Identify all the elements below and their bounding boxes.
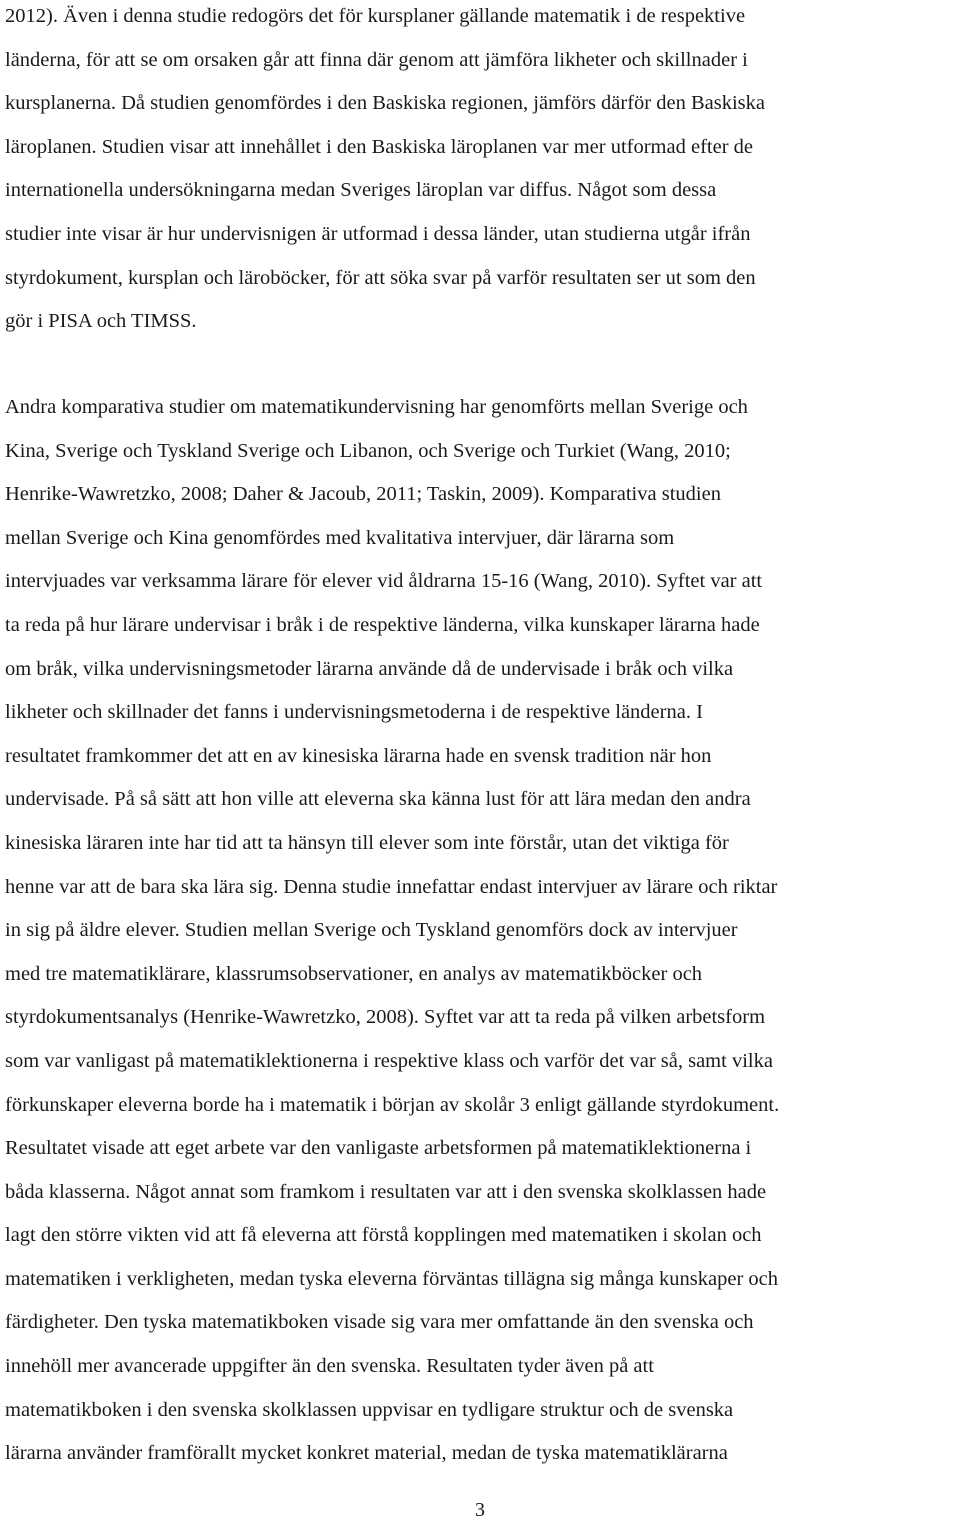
text-line: om bråk, vilka undervisningsmetoder lärarna använde då de undervisade i bråk och vilka xyxy=(5,657,734,680)
page-number: 3 xyxy=(475,1499,485,1521)
text-line: internationella undersökningarna medan Sveriges läroplan var diffus. Något som dessa xyxy=(5,179,717,202)
text-line: Henrike-Wawretzko, 2008; Daher & Jacoub, 2011; Taskin, 2009). Komparativa studien xyxy=(5,483,721,506)
text-line: in sig på äldre elever. Studien mellan Sverige och Tyskland genomförs dock av intervjuer xyxy=(5,919,738,942)
text-line: innehöll mer avancerade uppgifter än den svenska. Resultaten tyder även på att xyxy=(5,1355,654,1378)
text-line: Resultatet visade att eget arbete var den vanligaste arbetsformen på matematiklektionerna i xyxy=(5,1137,752,1160)
text-line: intervjuades var verksamma lärare för elever vid åldrarna 15-16 (Wang, 2010). Syftet var att xyxy=(5,570,763,593)
text-line: lagt den större vikten vid att få eleverna att förstå kopplingen med matematiken i skolan och xyxy=(5,1224,762,1247)
text-line: styrdokument, kursplan och läroböcker, för att söka svar på varför resultaten ser ut som den xyxy=(5,266,756,289)
text-line: styrdokumentsanalys (Henrike-Wawretzko, 2008). Syftet var att ta reda på vilken arbetsform xyxy=(5,1006,766,1029)
text-line: som var vanligast på matematiklektionerna i respektive klass och varför det var så, samt vilka xyxy=(5,1049,773,1072)
text-line: studier inte visar är hur undervisnigen är utformad i dessa länder, utan studierna utgår ifrån xyxy=(5,222,751,245)
text-line: med tre matematiklärare, klassrumsobservationer, en analys av matematikböcker och xyxy=(5,962,703,985)
text-line: henne var att de bara ska lära sig. Denna studie innefattar endast intervjuer av lärare och riktar xyxy=(5,875,778,898)
text-line: lärarna använder framförallt mycket konkret material, medan de tyska matematiklärarna xyxy=(5,1442,728,1465)
text-line: matematikboken i den svenska skolklassen uppvisar en tydligare struktur och de svenska xyxy=(5,1398,734,1421)
text-line: båda klasserna. Något annat som framkom i resultaten var att i den svenska skolklassen hade xyxy=(5,1180,767,1203)
text-line: resultatet framkommer det att en av kinesiska lärarna hade en svensk tradition när hon xyxy=(5,744,712,767)
text-line: matematiken i verkligheten, medan tyska eleverna förväntas tillägna sig många kunskaper och xyxy=(5,1267,779,1290)
text-line: mellan Sverige och Kina genomfördes med kvalitativa intervjuer, där lärarna som xyxy=(5,526,675,549)
text-line: läroplanen. Studien visar att innehållet i den Baskiska läroplanen var mer utformad efter de xyxy=(5,135,753,158)
text-line: 2012). Även i denna studie redogörs det för kursplaner gällande matematik i de respektive xyxy=(5,5,746,27)
text-line: gör i PISA och TIMSS. xyxy=(5,310,197,333)
text-line: likheter och skillnader det fanns i undervisningsmetoderna i de respektive länderna. I xyxy=(5,701,703,724)
text-line: Kina, Sverige och Tyskland Sverige och Libanon, och Sverige och Turkiet (Wang, 2010; xyxy=(5,439,731,462)
text-line: länderna, för att se om orsaken går att finna där genom att jämföra likheter och skillnader i xyxy=(5,48,748,71)
text-line: undervisade. På så sätt att hon ville att eleverna ska känna lust för att lära medan den andra xyxy=(5,788,751,811)
text-line: förkunskaper eleverna borde ha i matematik i början av skolår 3 enligt gällande styrdokument. xyxy=(5,1093,780,1116)
text-line: färdigheter. Den tyska matematikboken visade sig vara mer omfattande än den svenska och xyxy=(5,1311,754,1334)
paragraph-2 xyxy=(5,386,779,1476)
text-line: kursplanerna. Då studien genomfördes i den Baskiska regionen, jämförs därför den Baskiska xyxy=(5,92,766,115)
paragraph-1 xyxy=(5,0,765,344)
text-line: kinesiska läraren inte har tid att ta hänsyn till elever som inte förstår, utan det viktiga för xyxy=(5,831,729,854)
text-line: Andra komparativa studier om matematikundervisning har genomförts mellan Sverige och xyxy=(5,396,748,418)
text-line: ta reda på hur lärare undervisar i bråk i de respektive länderna, vilka kunskaper lärarna hade xyxy=(5,613,760,636)
